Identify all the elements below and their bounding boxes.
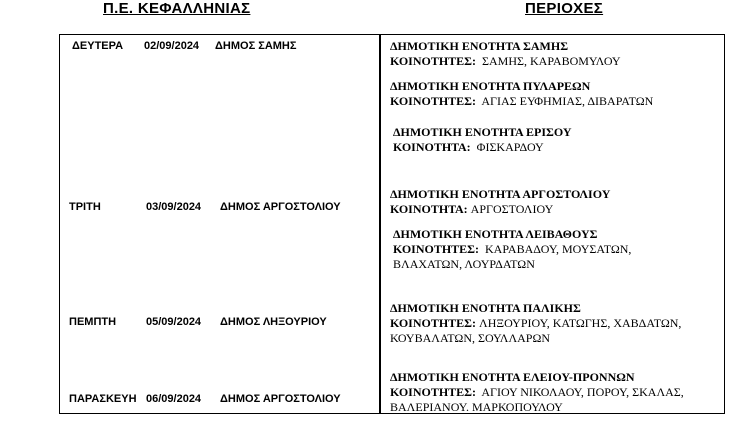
- communities-label: ΚΟΙΝΟΤΗΤΕΣ:: [390, 94, 477, 108]
- day: ΔΕΥΤΕΡΑ: [72, 40, 124, 52]
- communities-list: ΑΓΙΟΥ ΝΙΚΟΛΑΟΥ, ΠΟΡΟΥ, ΣΚΑΛΑΣ,: [481, 385, 684, 399]
- date: 06/09/2024: [146, 393, 202, 405]
- unit-name: ΔΗΜΟΤΙΚΗ ΕΝΟΤΗΤΑ ΠΑΛΙΚΗΣ: [390, 301, 581, 315]
- area-block-2: [390, 79, 653, 109]
- unit-name: ΔΗΜΟΤΙΚΗ ΕΝΟΤΗΤΑ ΕΛΕΙΟΥ-ΠΡΟΝΝΩΝ: [390, 370, 635, 384]
- communities-line: [390, 316, 681, 331]
- communities-list: ΛΗΞΟΥΡΙΟΥ, ΚΑΤΩΓΗΣ, ΧΑΒΔΑΤΩΝ,: [479, 316, 682, 330]
- communities-label: ΚΟΙΝΟΤΗΤΕΣ:: [390, 385, 477, 399]
- day: ΠΕΜΠΤΗ: [69, 316, 117, 328]
- communities-label: ΚΟΙΝΟΤΗΤΕΣ:: [390, 316, 477, 330]
- unit-name: ΔΗΜΟΤΙΚΗ ΕΝΟΤΗΤΑ ΑΡΓΟΣΤΟΛΙΟΥ: [390, 187, 611, 201]
- communities-line: [390, 54, 621, 69]
- communities-line: [390, 202, 610, 217]
- communities-label: ΚΟΙΝΟΤΗΤΕΣ:: [393, 242, 480, 256]
- unit-name: ΔΗΜΟΤΙΚΗ ΕΝΟΤΗΤΑ ΣΑΜΗΣ: [390, 39, 569, 53]
- municipality: ΔΗΜΟΣ ΑΡΓΟΣΤΟΛΙΟΥ: [220, 201, 341, 213]
- column-divider: [379, 35, 381, 413]
- communities-list-cont: ΚΟΥΒΑΛΑΤΩΝ, ΣΟΥΛΛΑΡΩΝ: [390, 331, 551, 345]
- schedule-table: [59, 34, 725, 414]
- unit-name: ΔΗΜΟΤΙΚΗ ΕΝΟΤΗΤΑ ΠΥΛΑΡΕΩΝ: [390, 79, 591, 93]
- area-block-7: [390, 370, 684, 415]
- communities-list: ΣΑΜΗΣ, ΚΑΡΑΒΟΜΥΛΟΥ: [482, 54, 621, 68]
- communities-list: ΑΡΓΟΣΤΟΛΙΟΥ: [470, 202, 554, 216]
- date: 03/09/2024: [146, 201, 202, 213]
- communities-list-cont: ΒΛΑΧΑΤΩΝ, ΛΟΥΡΔΑΤΩΝ: [393, 257, 535, 271]
- communities-label: ΚΟΙΝΟΤΗΤΑ:: [393, 140, 471, 154]
- area-block-6: [390, 301, 681, 346]
- region-header: Π.Ε. ΚΕΦΑΛΛΗΝΙΑΣ: [103, 0, 251, 17]
- communities-label: ΚΟΙΝΟΤΗΤΑ:: [390, 202, 468, 216]
- municipality: ΔΗΜΟΣ ΑΡΓΟΣΤΟΛΙΟΥ: [220, 393, 341, 405]
- day: ΠΑΡΑΣΚΕΥΗ: [69, 393, 137, 405]
- municipality: ΔΗΜΟΣ ΣΑΜΗΣ: [215, 40, 297, 52]
- area-block-1: [390, 39, 621, 69]
- date: 05/09/2024: [146, 316, 202, 328]
- communities-line: [390, 385, 684, 400]
- communities-list-cont: ΒΑΛΕΡΙΑΝΟΥ. ΜΑΡΚΟΠΟΥΛΟΥ: [390, 400, 563, 414]
- municipality: ΔΗΜΟΣ ΛΗΞΟΥΡΙΟΥ: [220, 316, 327, 328]
- date: 02/09/2024: [144, 40, 200, 52]
- communities-line: [393, 242, 631, 257]
- areas-header: ΠΕΡΙΟΧΕΣ: [525, 0, 604, 17]
- communities-line: [393, 140, 572, 155]
- communities-label: ΚΟΙΝΟΤΗΤΕΣ:: [390, 54, 477, 68]
- communities-list: ΑΓΙΑΣ ΕΥΦΗΜΙΑΣ, ΔΙΒΑΡΑΤΩΝ: [481, 94, 654, 108]
- unit-name: ΔΗΜΟΤΙΚΗ ΕΝΟΤΗΤΑ ΕΡΙΣΟΥ: [393, 125, 572, 139]
- communities-line: [390, 94, 653, 109]
- communities-list: ΦΙΣΚΑΡΔΟΥ: [476, 140, 544, 154]
- area-block-3: [393, 125, 572, 155]
- communities-list: ΚΑΡΑΒΑΔΟΥ, ΜΟΥΣΑΤΩΝ,: [485, 242, 632, 256]
- unit-name: ΔΗΜΟΤΙΚΗ ΕΝΟΤΗΤΑ ΛΕΙΒΑΘΟΥΣ: [393, 227, 598, 241]
- day: ΤΡΙΤΗ: [69, 201, 101, 213]
- area-block-4: [390, 187, 610, 217]
- area-block-5: [393, 227, 631, 272]
